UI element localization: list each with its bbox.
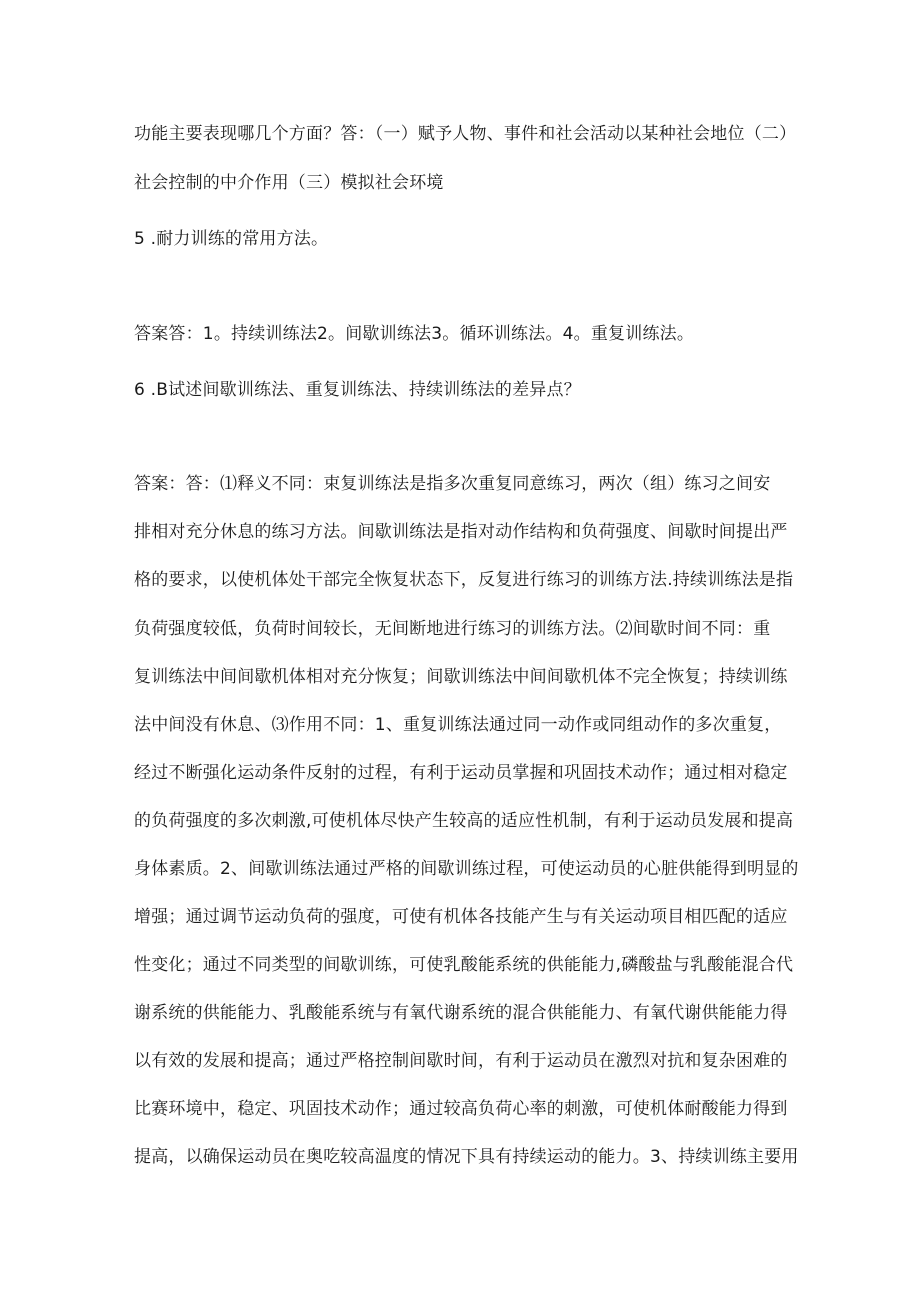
question-heading: 5 .耐力训练的常用方法。 xyxy=(134,229,329,249)
text-line: 谢系统的供能能力、乳酸能系统与有氧代谢系统的混合供能能力、有氧代谢供能能力得 xyxy=(134,1003,788,1023)
text-line: 性变化；通过不同类型的间歇训练，可使乳酸能系统的供能能力,磷酸盐与乳酸能混合代 xyxy=(134,955,794,975)
answer-line: 答案：答：⑴释义不同：束复训练法是指多次重复同意练习，两次（组）练习之间安 xyxy=(134,474,771,494)
text-line: 负荷强度较低，负荷时间较长，无间断地进行练习的训练方法。⑵间歇时间不同：重 xyxy=(134,619,771,639)
text-line: 身体素质。2、间歇训练法通过严格的间歇训练过程，可使运动员的心脏供能得到明显的 xyxy=(134,859,799,879)
text-line: 复训练法中间间歇机体相对充分恢复；间歇训练法中间间歇机体不完全恢复；持续训练 xyxy=(134,667,788,687)
text-line: 以有效的发展和提高；通过严格控制间歇时间，有利于运动员在激烈对抗和复杂困难的 xyxy=(134,1051,788,1071)
text-line: 增强；通过调节运动负荷的强度，可使有机体各技能产生与有关运动项目相匹配的适应 xyxy=(134,907,788,927)
text-line: 比赛环境中，稳定、巩固技术动作；通过较高负荷心率的刺激，可使机体耐酸能力得到 xyxy=(134,1099,788,1119)
text-line: 社会控制的中介作用（三）模拟社会环境 xyxy=(134,173,444,193)
text-line: 功能主要表现哪几个方面？答：（一）赋予人物、事件和社会活动以某种社会地位（二） xyxy=(134,124,797,144)
text-line: 提高，以确保运动员在奥吃较高温度的情况下具有持续运动的能力。3、持续训练主要用 xyxy=(134,1147,799,1167)
text-line: 的负荷强度的多次刺激,可使机体尽快产生较高的适应性机制，有利于运动员发展和提高 xyxy=(134,811,794,831)
text-line: 法中间没有休息、⑶作用不同：1、重复训练法通过同一动作或同组动作的多次重复， xyxy=(134,715,782,735)
answer-line: 答案答：1。持续训练法2。间歇训练法3。循环训练法。4。重复训练法。 xyxy=(134,324,695,344)
question-heading: 6 .B试述间歇训练法、重复训练法、持续训练法的差异点？ xyxy=(134,380,581,400)
text-line: 经过不断强化运动条件反射的过程，有利于运动员掌握和巩固技术动作；通过相对稳定 xyxy=(134,763,788,783)
text-line: 排相对充分休息的练习方法。间歇训练法是指对动作结构和负荷强度、间歇时间提出严 xyxy=(134,522,788,542)
text-line: 格的要求，以使机体处干部完全恢复状态下，反复进行练习的训练方法.持续训练法是指 xyxy=(134,570,794,590)
